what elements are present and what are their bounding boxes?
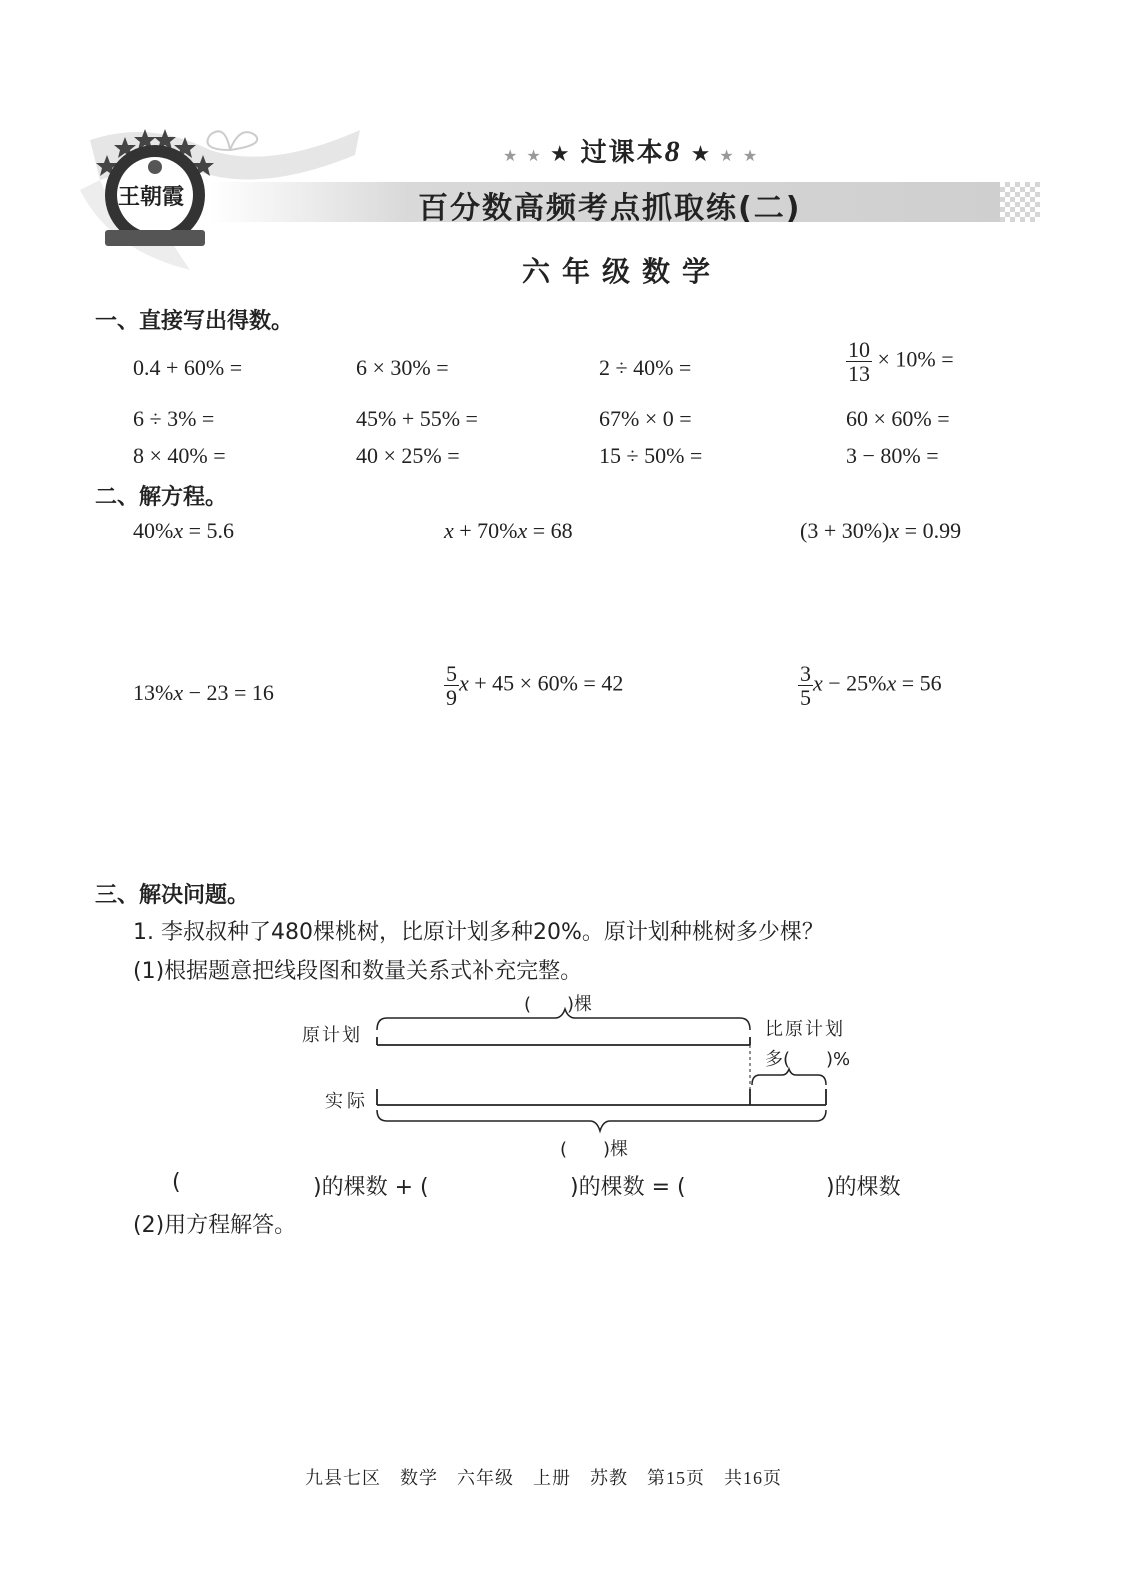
fraction-numerator: 10 xyxy=(848,337,870,362)
calc-item: 3 − 80% = xyxy=(846,443,939,468)
diagram-top-blank: ( )棵 xyxy=(524,994,593,1015)
relation-p4: )的棵数 xyxy=(826,1175,901,1200)
star-icon: ★ xyxy=(549,142,572,167)
page-footer: 九县七区 数学 六年级 上册 苏教 第15页 共16页 xyxy=(305,1468,782,1488)
star-icon: ★ ★ xyxy=(712,146,760,165)
equation-4: 13%x − 23 = 16 xyxy=(133,680,274,705)
section-1-heading: 一、直接写出得数。 xyxy=(95,309,294,334)
section-2-heading: 二、解方程。 xyxy=(95,485,228,510)
label-compare-line1: 比原计划 xyxy=(765,1019,845,1040)
equation-6: $\frac{3}{5}$ x − 25%x = 56 xyxy=(800,661,942,711)
section-3-heading: 三、解决问题。 xyxy=(95,883,250,908)
calc-item: 45% + 55% = xyxy=(356,406,478,431)
calc-item: 15 ÷ 50% = xyxy=(599,443,703,468)
banner-pattern xyxy=(1000,182,1040,222)
relation-p3: )的棵数 = ( xyxy=(570,1175,686,1200)
calc-item: 0.4 + 60% = xyxy=(133,355,243,380)
star-icon: ★ xyxy=(690,142,713,167)
relation-p1: ( xyxy=(172,1170,181,1195)
calc-item: 6 ÷ 3% = xyxy=(133,406,215,431)
equation-1: 40%x = 5.6 xyxy=(133,518,235,543)
label-plan: 原计划 xyxy=(302,1025,362,1046)
calc-item-fraction xyxy=(846,338,954,385)
relation-p2: )的棵数 + ( xyxy=(313,1175,429,1200)
fraction-denominator: 13 xyxy=(848,361,870,387)
part-2-instruction: (2)用方程解答。 xyxy=(133,1213,297,1238)
calc-item: 6 × 30% = xyxy=(356,355,449,380)
series-name: 过课本 xyxy=(580,138,665,168)
page-title: 百分数高频考点抓取练(二) xyxy=(418,191,802,226)
calc-item: 67% × 0 = xyxy=(599,406,692,431)
calc-item: 2 ÷ 40% = xyxy=(599,355,692,380)
series-number: 8 xyxy=(664,135,682,168)
diagram-bottom-blank: ( )棵 xyxy=(560,1139,629,1160)
equation-2: x + 70%x = 68 xyxy=(444,518,573,543)
page-subtitle: 六年级数学 xyxy=(522,255,723,288)
star-icon: ★ ★ xyxy=(503,146,550,165)
equation-5: $\frac{5}{9}$ x + 45 × 60% = 42 xyxy=(446,661,624,711)
part-1-instruction: (1)根据题意把线段图和数量关系式补充完整。 xyxy=(133,959,583,984)
problem-text: 1. 李叔叔种了480棵桃树，比原计划多种20%。原计划种桃树多少棵？ xyxy=(133,920,824,945)
series-header xyxy=(503,132,759,169)
calc-item: × 10% = xyxy=(877,346,954,372)
label-compare-line2: 多( )% xyxy=(765,1049,851,1070)
label-actual: 实际 xyxy=(325,1091,369,1112)
equation-3: (3 + 30%)x = 0.99 xyxy=(800,518,962,543)
calc-item: 40 × 25% = xyxy=(356,443,460,468)
calc-item: 60 × 60% = xyxy=(846,406,950,431)
logo-text: 王朝霞 xyxy=(118,184,185,210)
calc-item: 8 × 40% = xyxy=(133,443,226,468)
